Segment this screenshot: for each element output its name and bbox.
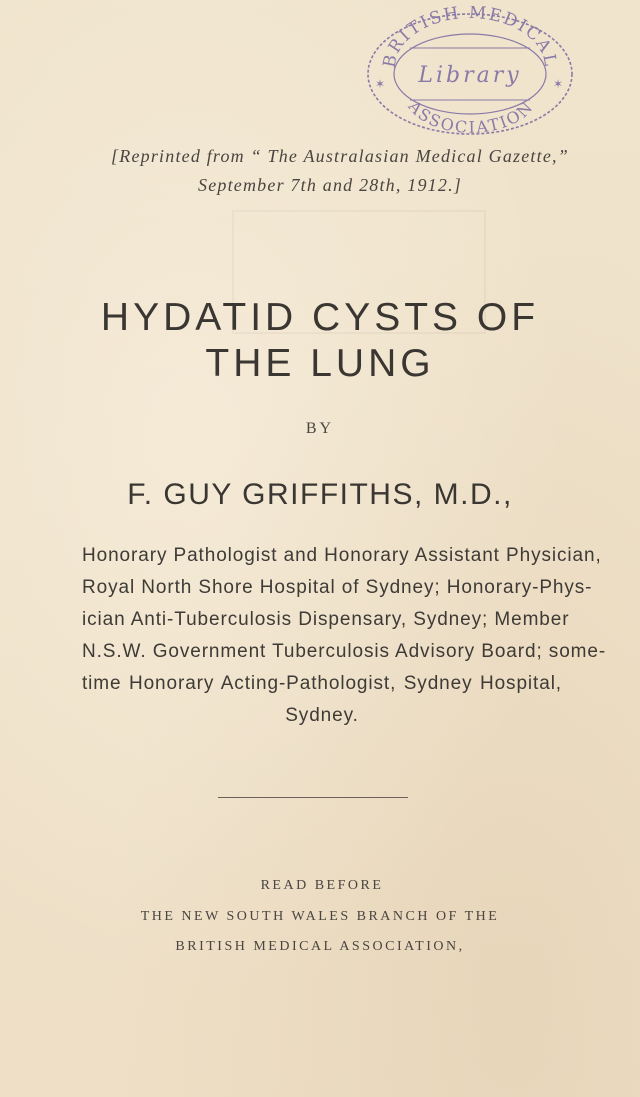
stamp-right-star-icon: ✶ bbox=[553, 77, 564, 91]
stamp-bottom-text: ASSOCIATION bbox=[404, 96, 538, 137]
read-before-line-3: BRITISH MEDICAL ASSOCIATION, bbox=[175, 939, 465, 954]
credentials-line: Royal North Shore Hospital of Sydney; Honorary-Phys- bbox=[82, 577, 593, 598]
author-name: F. GUY GRIFFITHS, M.D., bbox=[127, 478, 513, 511]
stamp-center-text: Library bbox=[418, 63, 522, 88]
author-credentials bbox=[82, 540, 607, 732]
stamp-left-star-icon: ✶ bbox=[375, 77, 386, 91]
credentials-line: time Honorary Acting-Pathologist, Sydney Hospital, bbox=[82, 673, 562, 694]
by-label: BY bbox=[305, 420, 335, 437]
credentials-line: Sydney. bbox=[285, 705, 359, 726]
divider-rule bbox=[218, 797, 408, 798]
read-before-line-2: THE NEW SOUTH WALES BRANCH OF THE bbox=[140, 909, 500, 924]
reprint-note-line-2: September 7th and 28th, 1912.] bbox=[198, 175, 462, 195]
credentials-line: ician Anti-Tuberculosis Dispensary, Sydney; Member bbox=[82, 609, 570, 630]
credentials-line: N.S.W. Government Tuberculosis Advisory Board; some- bbox=[82, 641, 607, 662]
credentials-line: Honorary Pathologist and Honorary Assistant Physician, bbox=[82, 545, 602, 566]
read-before-line-1: READ BEFORE bbox=[260, 878, 384, 893]
title-line-2: THE LUNG bbox=[205, 342, 435, 385]
reprint-note-line-1: [Reprinted from “ The Australasian Medical Gazette,” bbox=[111, 146, 569, 166]
stamp-top-text: BRITISH MEDICAL bbox=[379, 6, 561, 70]
title-line-1: HYDATID CYSTS OF bbox=[100, 296, 540, 339]
library-stamp bbox=[355, 6, 580, 142]
